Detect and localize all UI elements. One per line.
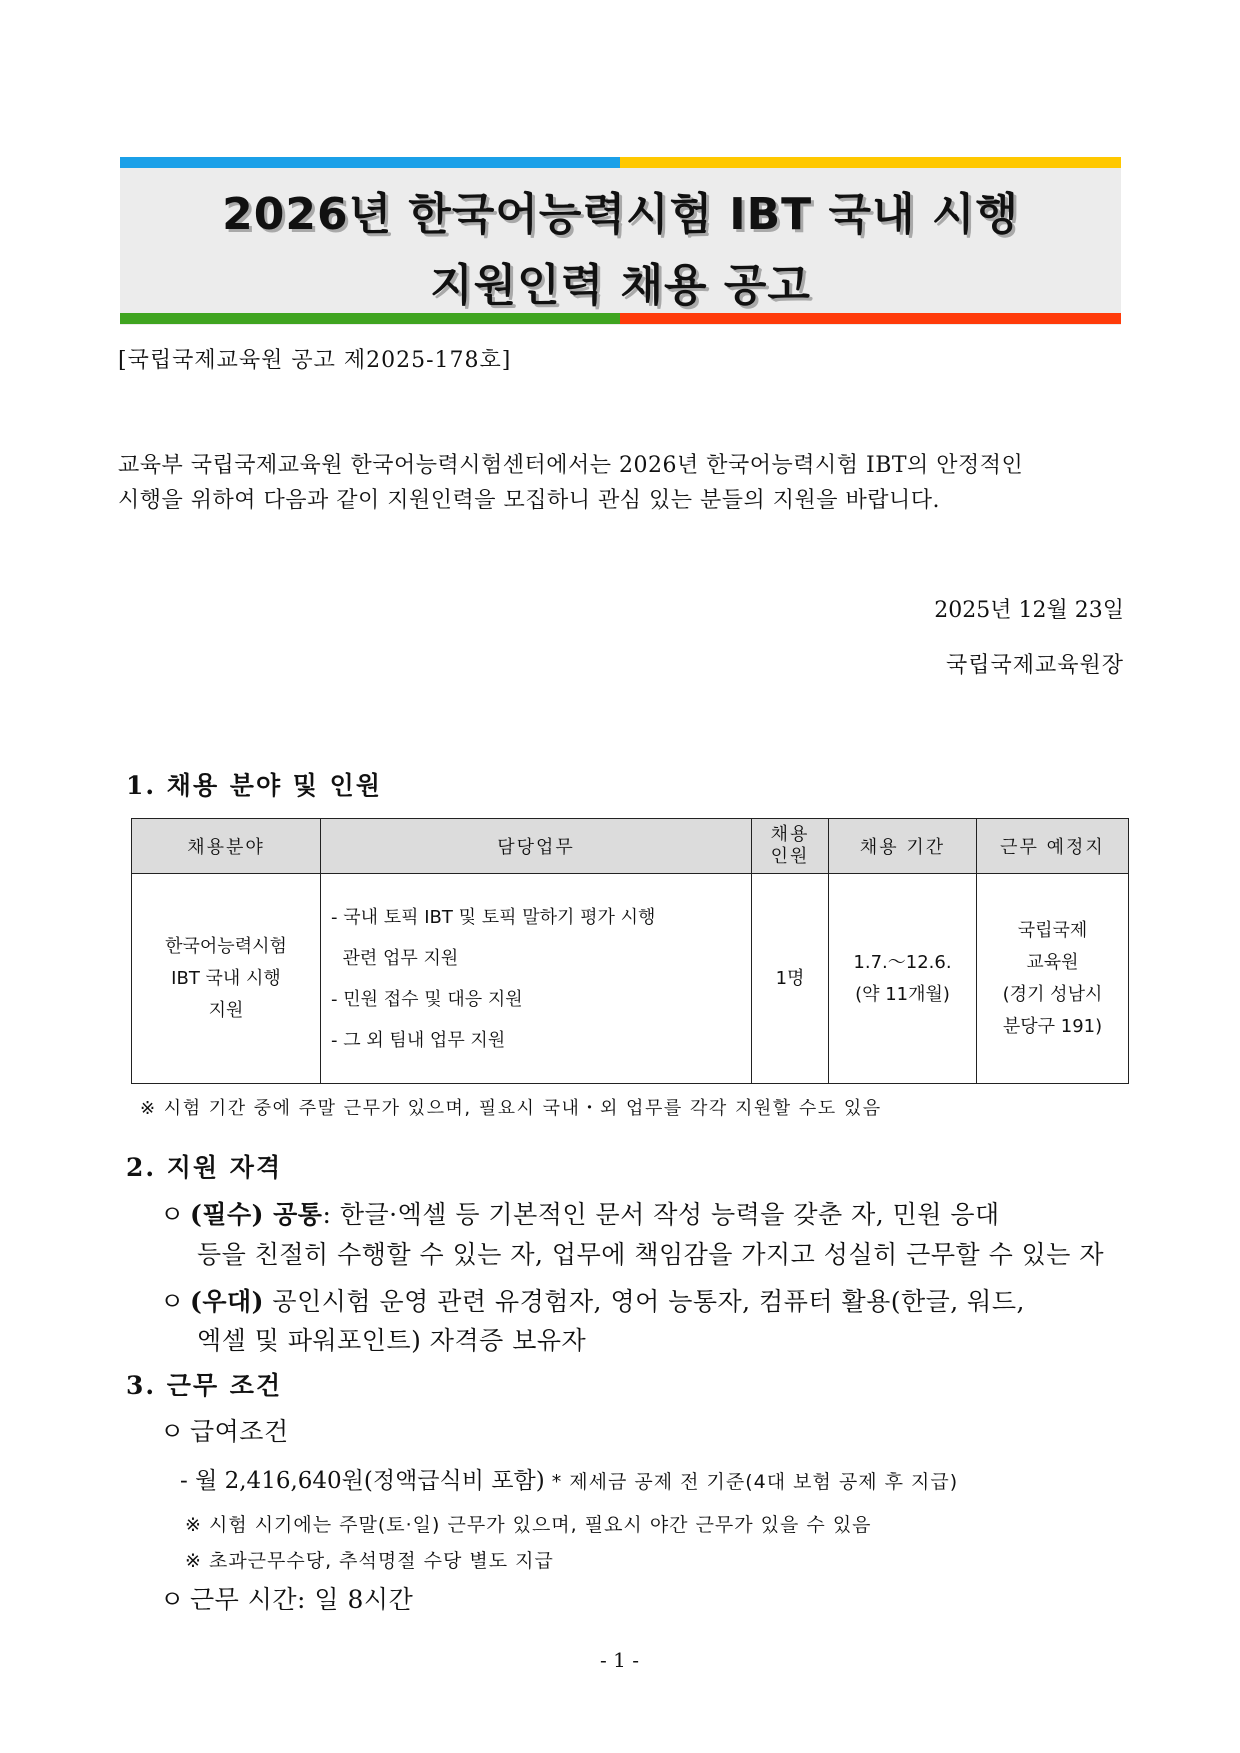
header-field: 채용분야	[132, 819, 321, 874]
work-hours-text: 근무 시간: 일 8시간	[190, 1585, 414, 1614]
cell-count: 1명	[752, 874, 829, 1084]
issuer: 국립국제교육원장	[945, 653, 1124, 678]
qualification-preferred	[160, 1282, 1025, 1318]
header-duty: 담당업무	[321, 819, 752, 874]
cell-period: 1.7.～12.6. (약 11개월)	[829, 874, 977, 1084]
cell-field: 한국어능력시험 IBT 국내 시행 지원	[132, 874, 321, 1084]
duty-item: 관련 업무 지원	[331, 947, 459, 969]
header-period: 채용 기간	[829, 819, 977, 874]
cell-location: 국립국제 교육원 (경기 성남시 분당구 191)	[977, 874, 1129, 1084]
qualification-required	[160, 1195, 1000, 1231]
recruitment-table	[131, 818, 1129, 1084]
page-number: - 1 -	[600, 1648, 639, 1672]
title-line-2: 지원인력 채용 공고	[430, 260, 811, 311]
bullet-icon: ㅇ	[160, 1585, 185, 1614]
qualification-preferred-cont: 엑셀 및 파워포인트) 자격증 보유자	[197, 1326, 587, 1355]
title-top-bar-yellow	[620, 157, 1121, 168]
required-text: : 한글·엑셀 등 기본적인 문서 작성 능력을 갖춘 자, 민원 응대	[322, 1200, 1000, 1229]
header-location: 근무 예정지	[977, 819, 1129, 874]
salary-heading	[160, 1412, 289, 1448]
table-note: ※ 시험 기간 중에 주말 근무가 있으며, 필요시 국내・외 업무를 각각 지원할 수도 있음	[140, 1098, 882, 1119]
section-2-heading: 2. 지원 자격	[126, 1153, 283, 1182]
intro-line-2: 시행을 위하여 다음과 같이 지원인력을 모집하니 관심 있는 분들의 지원을 바랍니다.	[118, 488, 940, 513]
header-count: 채용 인원	[752, 819, 829, 874]
title-bottom-bar-green	[120, 313, 620, 324]
preferred-text: 공인시험 운영 관련 유경험자, 영어 능통자, 컴퓨터 활용(한글, 워드,	[263, 1287, 1025, 1316]
weekend-note: ※ 시험 시기에는 주말(토·일) 근무가 있으며, 필요시 야간 근무가 있을 수 있음	[185, 1514, 872, 1536]
bullet-icon: ㅇ	[160, 1417, 185, 1446]
title-bottom-bar-red	[620, 313, 1121, 324]
qualification-required-cont: 등을 친절히 수행할 수 있는 자, 업무에 책임감을 가지고 성실히 근무할 수 있는 자	[197, 1240, 1105, 1269]
section-1-heading: 1. 채용 분야 및 인원	[126, 771, 382, 800]
title-line-1: 2026년 한국어능력시험 IBT 국내 시행	[222, 189, 1019, 240]
bullet-icon: ㅇ	[160, 1200, 185, 1229]
table-row	[132, 874, 1129, 1084]
salary-note: * 제세금 공제 전 기준(4대 보험 공제 후 지급)	[544, 1471, 959, 1493]
notice-number: [국립국제교육원 공고 제2025-178호]	[118, 348, 512, 373]
required-label: (필수) 공통	[190, 1200, 323, 1229]
intro-line-1: 교육부 국립국제교육원 한국어능력시험센터에서는 2026년 한국어능력시험 IBT의 안정적인	[118, 453, 1024, 478]
cell-duty	[321, 874, 752, 1084]
salary-amount: - 월 2,416,640원(정액급식비 포함)	[180, 1468, 545, 1494]
table-header-row	[132, 819, 1129, 874]
title-top-bar-blue	[120, 157, 620, 168]
section-3-heading: 3. 근무 조건	[126, 1371, 283, 1400]
duty-item: - 국내 토픽 IBT 및 토픽 말하기 평가 시행	[331, 906, 656, 928]
preferred-label: (우대)	[190, 1287, 264, 1316]
salary-heading-text: 급여조건	[190, 1417, 289, 1446]
salary-line	[180, 1462, 958, 1495]
duty-item: - 그 외 팀내 업무 지원	[331, 1029, 506, 1051]
announcement-date: 2025년 12월 23일	[934, 598, 1124, 623]
bullet-icon: ㅇ	[160, 1287, 185, 1316]
duty-item: - 민원 접수 및 대응 지원	[331, 988, 523, 1010]
work-hours	[160, 1580, 413, 1616]
allowance-note: ※ 초과근무수당, 추석명절 수당 별도 지급	[185, 1550, 554, 1572]
